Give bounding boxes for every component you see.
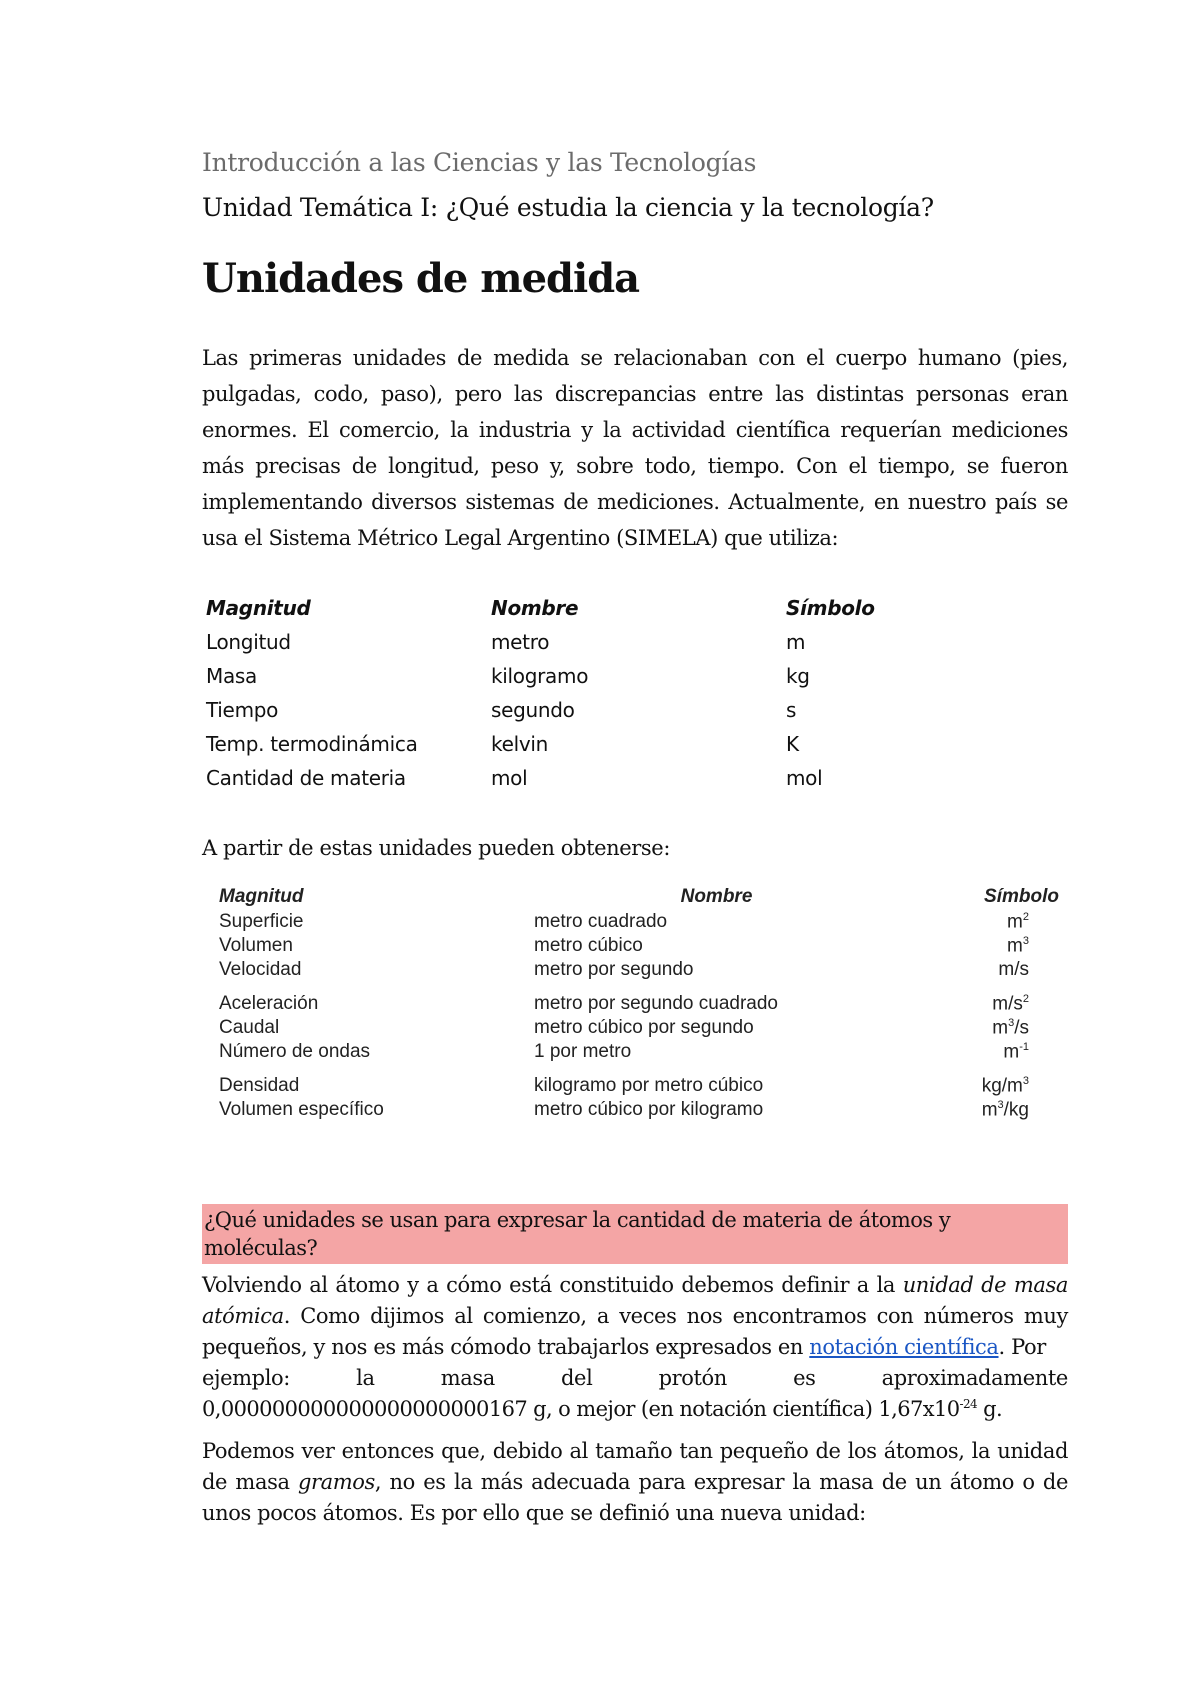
- symbol-base: kg/m: [981, 1075, 1023, 1097]
- cell-nombre: metro: [491, 630, 550, 654]
- cell-nombre: kelvin: [491, 732, 548, 756]
- table-row: [219, 1098, 1059, 1122]
- word: protón: [658, 1366, 727, 1390]
- cell-magnitud: Masa: [206, 664, 257, 688]
- cell-magnitud: Número de ondas: [219, 1041, 371, 1062]
- text-run: Volviendo al átomo y a cómo está constituido debemos definir a la: [202, 1273, 903, 1297]
- symbol-exponent: 2: [1022, 992, 1029, 1005]
- cell-nombre: segundo: [491, 698, 575, 722]
- course-title: Introducción a las Ciencias y las Tecnologías: [202, 148, 757, 177]
- text-run: Podemos ver entonces que, debido al tamaño tan pequeño de los átomos, la unidad de masa: [202, 1439, 1068, 1494]
- cell-nombre: kilogramo por metro cúbico: [534, 1075, 764, 1096]
- paragraph-line-value: [202, 1394, 1068, 1425]
- symbol-exponent: 3: [1022, 1074, 1029, 1087]
- table-row: [206, 727, 906, 761]
- cell-nombre: metro por segundo cuadrado: [534, 993, 778, 1014]
- symbol-base: m: [1003, 1041, 1020, 1063]
- cell-simbolo: [899, 1064, 1059, 1098]
- cell-magnitud: Aceleración: [219, 993, 319, 1014]
- symbol-base: m: [1007, 935, 1023, 957]
- cell-simbolo: [899, 1040, 1059, 1064]
- cell-magnitud: Temp. termodinámica: [206, 732, 418, 756]
- table-row: [219, 982, 1059, 1016]
- derived-units-header: [219, 884, 1059, 910]
- cell-nombre: kilogramo: [491, 664, 589, 688]
- text-run: . Por: [998, 1335, 1046, 1359]
- cell-magnitud: Superficie: [219, 911, 304, 932]
- exponent: -24: [959, 1397, 978, 1411]
- scientific-notation-link[interactable]: notación científica: [809, 1335, 999, 1359]
- paragraph-new-unit: [202, 1436, 1068, 1529]
- base-units-table: [206, 591, 906, 795]
- table-row: [206, 761, 906, 795]
- cell-magnitud: Volumen específico: [219, 1099, 384, 1120]
- symbol-suffix: /kg: [1003, 1099, 1029, 1121]
- cell-simbolo: [899, 1098, 1059, 1122]
- unit-title: Unidad Temática I: ¿Qué estudia la ciencia y la tecnología?: [202, 193, 934, 222]
- header-magnitud: Magnitud: [219, 886, 304, 907]
- symbol-base: m: [992, 1017, 1009, 1039]
- symbol-suffix: /s: [1014, 1017, 1029, 1039]
- header-simbolo: Símbolo: [984, 886, 1059, 907]
- cell-simbolo: [899, 1016, 1059, 1040]
- table-row: [206, 693, 906, 727]
- text-run: . Como dijimos al comienzo, a veces nos encontramos con números muy pequeños, y nos es más cómodo trabajarlos expresados en: [202, 1304, 1068, 1359]
- word: ejemplo:: [202, 1366, 290, 1390]
- symbol-exponent: 2: [1022, 910, 1029, 923]
- symbol-base: m: [1007, 911, 1023, 933]
- table-row: [219, 910, 1059, 934]
- symbol-exponent: 3: [1022, 934, 1029, 947]
- cell-nombre: metro cúbico por segundo: [534, 1017, 754, 1038]
- text-run: g.: [977, 1397, 1003, 1421]
- table-row: [219, 1016, 1059, 1040]
- cell-magnitud: Volumen: [219, 935, 293, 956]
- cell-simbolo: s: [786, 698, 797, 722]
- text-run: , no es la más adecuada para expresar la masa de un átomo o de unos pocos átomos. Es por ello que se definió una nueva unidad:: [202, 1470, 1068, 1525]
- word: del: [561, 1366, 593, 1390]
- symbol-base: m: [981, 1099, 998, 1121]
- table-row: [219, 934, 1059, 958]
- cell-magnitud: Caudal: [219, 1017, 280, 1038]
- intro-paragraph: Las primeras unidades de medida se relacionaban con el cuerpo humano (pies, pulgadas, codo, paso), pero las discrepancias entre las distintas personas eran enormes. El comercio, la industria y la actividad científica requerían mediciones más precisas de longitud, peso y, sobre todo, tiempo. Con el tiempo, se fueron implementando diversos sistemas de mediciones. Actualmente, en nuestro país se usa el Sistema Métrico Legal Argentino (SIMELA) que utiliza:: [202, 346, 1068, 550]
- cell-nombre: mol: [491, 766, 528, 790]
- table-row: [206, 659, 906, 693]
- header-magnitud: Magnitud: [206, 596, 311, 620]
- symbol-exponent: 3: [997, 1098, 1004, 1111]
- table-row: [219, 1064, 1059, 1098]
- table-row: [219, 958, 1059, 982]
- word: la: [356, 1366, 375, 1390]
- cell-nombre: metro cúbico: [534, 935, 643, 956]
- symbol-exponent: -1: [1019, 1040, 1029, 1053]
- word: es: [793, 1366, 816, 1390]
- cell-magnitud: Densidad: [219, 1075, 300, 1096]
- symbol-base: m/s: [998, 959, 1029, 980]
- cell-nombre: 1 por metro: [534, 1041, 632, 1062]
- italic-term: unidad de masa atómica: [202, 1273, 1069, 1328]
- table-row: [219, 1040, 1059, 1064]
- cell-magnitud: Tiempo: [206, 698, 279, 722]
- cell-simbolo: [899, 958, 1059, 982]
- header-simbolo: Símbolo: [786, 596, 875, 620]
- derived-units-table: [219, 884, 1059, 1122]
- header-nombre: Nombre: [680, 886, 753, 907]
- cell-simbolo: kg: [786, 664, 810, 688]
- cell-magnitud: Velocidad: [219, 959, 302, 980]
- paragraph-atomic-mass: [202, 1270, 1068, 1425]
- paragraph-atomic-mass-body: [202, 1270, 1068, 1363]
- italic-term: gramos: [297, 1470, 375, 1494]
- cell-simbolo: K: [786, 732, 799, 756]
- text-run: 0,000000000000000000000167 g, o mejor (en notación científica) 1,67x10: [202, 1397, 960, 1421]
- header-nombre: Nombre: [491, 596, 579, 620]
- cell-simbolo: [899, 910, 1059, 934]
- cell-simbolo: [899, 934, 1059, 958]
- symbol-exponent: 3: [1008, 1016, 1015, 1029]
- symbol-base: m/s: [992, 993, 1023, 1015]
- cell-simbolo: [899, 982, 1059, 1016]
- cell-nombre: metro cuadrado: [534, 911, 668, 932]
- word: aproximadamente: [881, 1366, 1068, 1390]
- cell-magnitud: Cantidad de materia: [206, 766, 406, 790]
- word: masa: [440, 1366, 495, 1390]
- page-title: Unidades de medida: [202, 255, 640, 302]
- paragraph-line-example: [202, 1363, 1068, 1394]
- cell-simbolo: mol: [786, 766, 823, 790]
- cell-nombre: metro por segundo: [534, 959, 694, 980]
- base-units-header: [206, 591, 906, 625]
- highlighted-question: ¿Qué unidades se usan para expresar la cantidad de materia de átomos y moléculas?: [202, 1204, 1068, 1264]
- derived-intro: A partir de estas unidades pueden obtenerse:: [202, 836, 671, 860]
- cell-simbolo: m: [786, 630, 806, 654]
- cell-nombre: metro cúbico por kilogramo: [534, 1099, 764, 1120]
- table-row: [206, 625, 906, 659]
- cell-magnitud: Longitud: [206, 630, 291, 654]
